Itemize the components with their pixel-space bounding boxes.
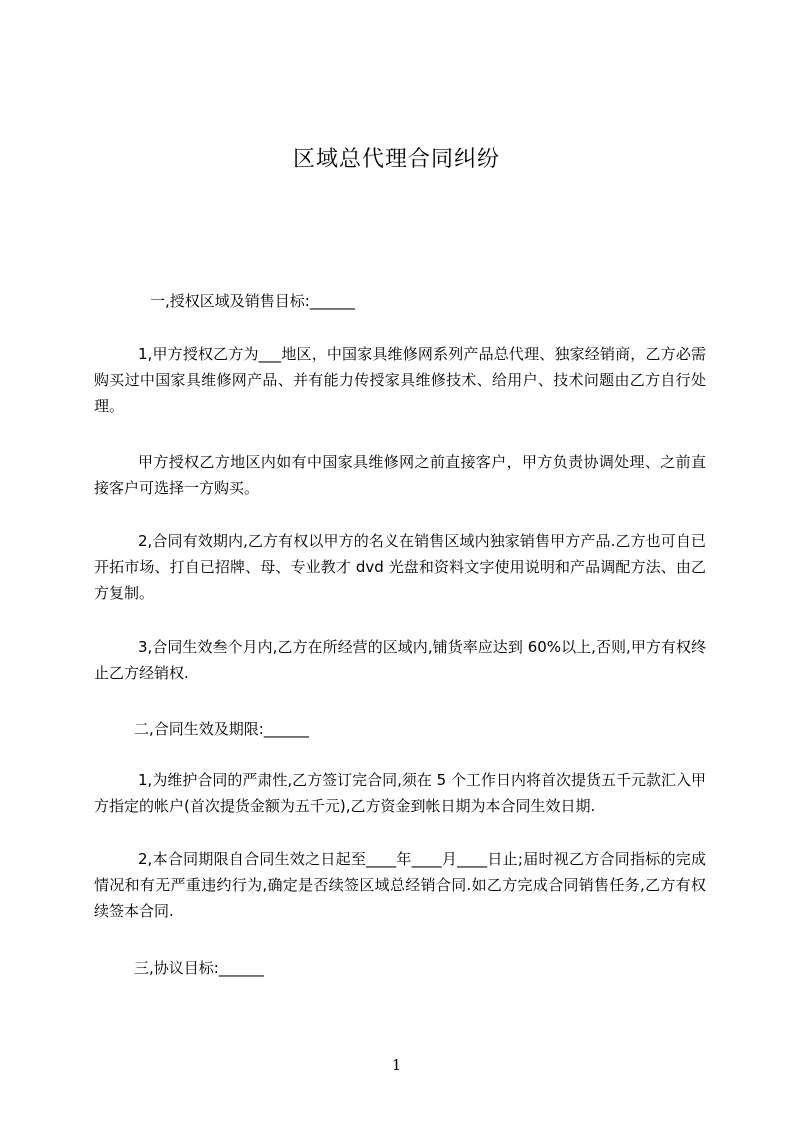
paragraph-3: 2,合同有效期内,乙方有权以甲方的名义在销售区域内独家销售甲方产品.乙方也可自已开拓市场、打自已招牌、母、专业教才 dvd 光盘和资料文字使用说明和产品调配方法、由乙方复制。 [94, 532, 706, 602]
paragraph-1: 1,甲方授权乙方为___地区，中国家具维修网系列产品总代理、独家经销商，乙方必需购买过中国家具维修网产品、并有能力传授家具维修技术、给用户、技术问题由乙方自行处理。 [94, 345, 706, 415]
paragraph-4: 3,合同生效叁个月内,乙方在所经营的区域内,铺货率应达到 60%以上,否则,甲方有权终止乙方经销权. [94, 638, 706, 682]
paragraph-2: 甲方授权乙方地区内如有中国家具维修网之前直接客户，甲方负责协调处理、之前直接客户可选择一方购买。 [94, 453, 706, 497]
paragraph-6: 2,本合同期限自合同生效之日起至____年____月____日止;届时视乙方合同指标的完成情况和有无严重违约行为,确定是否续签区域总经销合同.如乙方完成合同销售任务,乙方有权续签本合同. [94, 850, 706, 920]
paragraph-5: 1,为维护合同的严肃性,乙方签订完合同,须在 5 个工作日内将首次提货五千元款汇入甲方指定的帐户(首次提货金额为五千元),乙方资金到帐日期为本合同生效日期. [94, 771, 706, 815]
section-heading-1: 一,授权区域及销售目标:______ [150, 292, 355, 310]
document-title: 区域总代理合同纠纷 [292, 147, 500, 172]
page-number: 1 [391, 1056, 402, 1074]
section-heading-3: 三,协议目标:______ [134, 959, 264, 977]
section-heading-2: 二,合同生效及期限:______ [134, 720, 309, 738]
